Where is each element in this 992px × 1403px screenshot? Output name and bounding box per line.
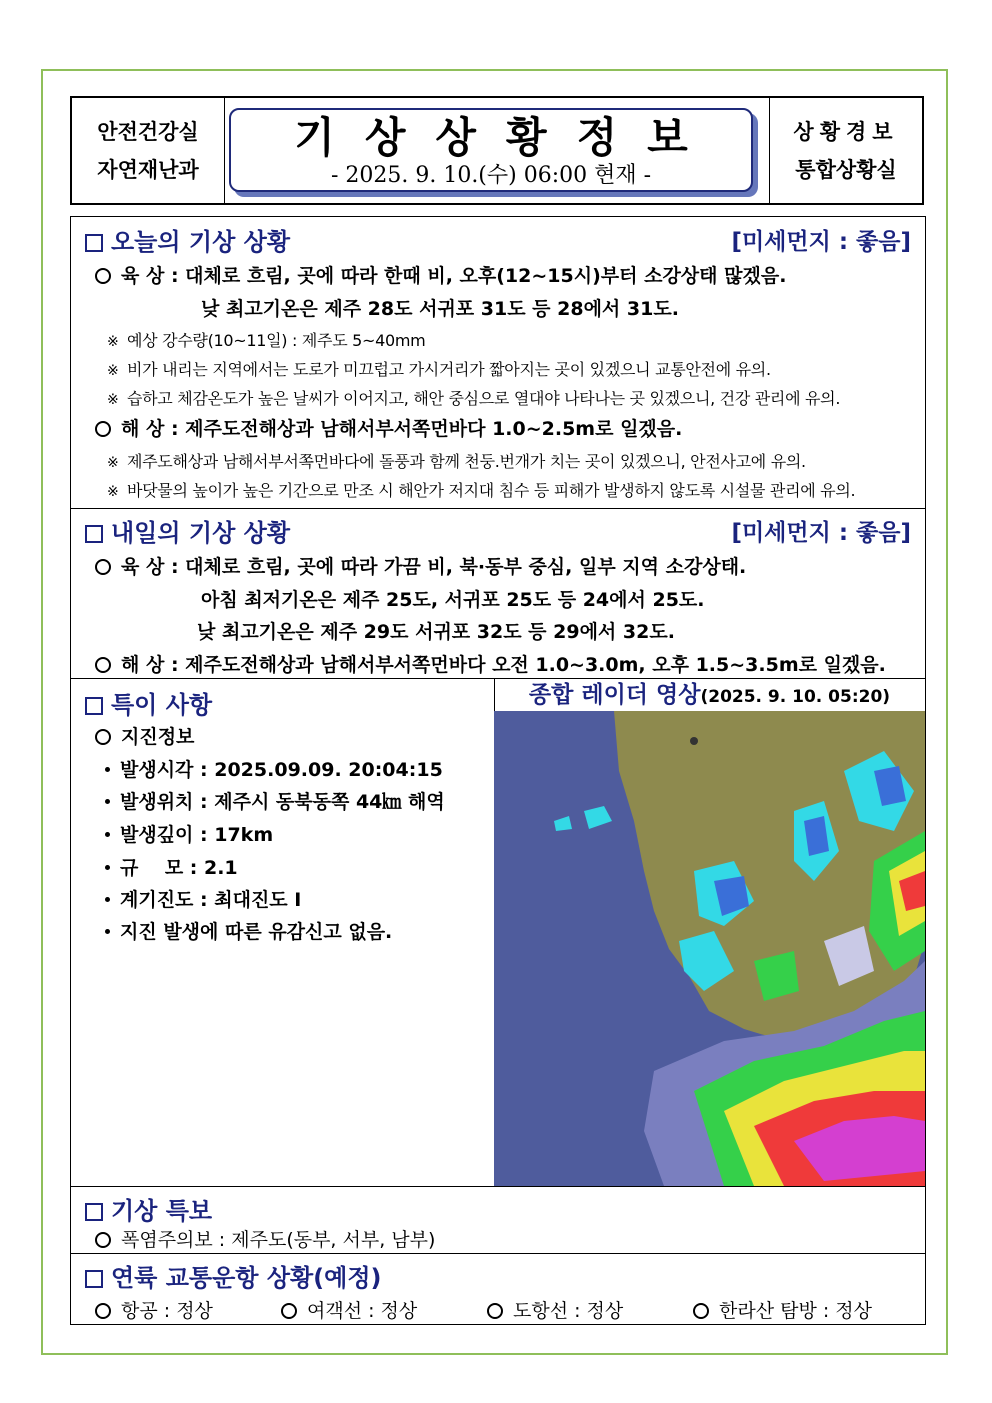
circle-bullet-icon xyxy=(693,1303,709,1319)
traffic-heading: 연륙 교통운항 상황(예정) xyxy=(85,1258,382,1293)
circle-bullet-icon xyxy=(95,559,111,575)
today-sea: 해 상 : 제주도전해상과 남해서부서쪽먼바다 1.0~2.5m로 일겠음. xyxy=(95,414,682,441)
note-mark-icon: ※ xyxy=(107,392,119,408)
today-dust-status: [미세먼지 : 좋음] xyxy=(731,229,911,255)
checkbox-icon xyxy=(85,525,103,543)
office-line2: 통합상황실 xyxy=(795,157,897,182)
tomorrow-min-temp: 아침 최저기온은 제주 25도, 서귀포 25도 등 24에서 25도. xyxy=(201,589,705,611)
traffic-air: 항공 : 정상 xyxy=(95,1296,213,1323)
circle-bullet-icon xyxy=(95,1303,111,1319)
warning-heading: 기상 특보 xyxy=(85,1191,212,1226)
note-mark-icon: ※ xyxy=(107,484,119,500)
today-land-temp: 낮 최고기온은 제주 28도 서귀포 31도 등 28에서 31도. xyxy=(201,298,679,320)
office-line1: 상황경보 xyxy=(793,119,899,144)
circle-bullet-icon xyxy=(95,268,111,284)
special-heading: 특이 사항 xyxy=(85,685,212,720)
dot-bullet-icon xyxy=(105,865,110,870)
quake-magnitude: 규 모 : 2.1 xyxy=(101,853,238,880)
circle-bullet-icon xyxy=(487,1303,503,1319)
special-section xyxy=(70,678,495,1187)
today-land: 육 상 : 대체로 흐림, 곳에 따라 한때 비, 오후(12~15시)부터 소강상태 많겠음. xyxy=(95,261,786,288)
traffic-hallasan: 한라산 탐방 : 정상 xyxy=(693,1296,872,1323)
today-section xyxy=(70,216,926,509)
tomorrow-section xyxy=(70,508,926,679)
dot-bullet-icon xyxy=(105,767,110,772)
department-line2: 자연재난과 xyxy=(97,157,199,182)
tomorrow-max-temp: 낮 최고기온은 제주 29도 서귀포 32도 등 29에서 32도. xyxy=(197,621,675,643)
today-note-health: ※ 습하고 체감온도가 높은 날씨가 이어지고, 해안 중심으로 열대야 나타나는 곳 있겠으니, 건강 관리에 유의. xyxy=(107,389,841,408)
department-block xyxy=(72,98,225,203)
tomorrow-dust-status: [미세먼지 : 좋음] xyxy=(731,520,911,546)
traffic-island-ferry: 도항선 : 정상 xyxy=(487,1296,623,1323)
title-box xyxy=(229,108,753,192)
checkbox-icon xyxy=(85,1203,103,1221)
tomorrow-land: 육 상 : 대체로 흐림, 곳에 따라 가끔 비, 북·동부 중심, 일부 지역 소강상태. xyxy=(95,552,746,579)
note-mark-icon: ※ xyxy=(107,334,119,350)
today-note-traffic: ※ 비가 내리는 지역에서는 도로가 미끄럽고 가시거리가 짧아지는 곳이 있겠으니 교통안전에 유의. xyxy=(107,360,771,379)
tomorrow-sea: 해 상 : 제주도전해상과 남해서부서쪽먼바다 오전 1.0~3.0m, 오후 1.5~3.5m로 일겠음. xyxy=(95,650,886,677)
warning-text: 폭염주의보 : 제주도(동부, 서부, 남부) xyxy=(95,1225,435,1252)
traffic-ferry: 여객선 : 정상 xyxy=(281,1296,417,1323)
page-title: 기상상황정보 xyxy=(294,113,718,162)
circle-bullet-icon xyxy=(95,1232,111,1248)
circle-bullet-icon xyxy=(281,1303,297,1319)
tomorrow-heading: 내일의 기상 상황 xyxy=(85,513,290,548)
checkbox-icon xyxy=(85,1270,103,1288)
radar-image xyxy=(494,711,925,1186)
radar-map-svg xyxy=(494,711,925,1186)
radar-title: 종합 레이더 영상(2025. 9. 10. 05:20) xyxy=(528,682,891,708)
quake-title: 지진정보 xyxy=(95,722,194,749)
dot-bullet-icon xyxy=(105,799,110,804)
circle-bullet-icon xyxy=(95,421,111,437)
quake-time: 발생시각 : 2025.09.09. 20:04:15 xyxy=(101,755,443,782)
checkbox-icon xyxy=(85,234,103,252)
report-header xyxy=(70,96,924,205)
circle-bullet-icon xyxy=(95,657,111,673)
dot-bullet-icon xyxy=(105,832,110,837)
today-note-tide: ※ 바닷물의 높이가 높은 기간으로 만조 시 해안가 저지대 침수 등 피해가 발생하지 않도록 시설물 관리에 유의. xyxy=(107,481,856,500)
dot-bullet-icon xyxy=(105,897,110,902)
report-date: - 2025. 9. 10.(수) 06:00 현재 - xyxy=(330,163,652,188)
dot-bullet-icon xyxy=(105,929,110,934)
office-block xyxy=(769,98,922,203)
today-note-lightning: ※ 제주도해상과 남해서부서쪽먼바다에 돌풍과 함께 천둥.번개가 치는 곳이 있겠으니, 안전사고에 유의. xyxy=(107,452,806,471)
quake-depth: 발생깊이 : 17km xyxy=(101,820,273,847)
note-mark-icon: ※ xyxy=(107,455,119,471)
radar-time: (2025. 9. 10. 05:20) xyxy=(700,687,891,707)
quake-reports: 지진 발생에 따른 유감신고 없음. xyxy=(101,917,392,944)
today-note-rainfall: ※ 예상 강수량(10~11일) : 제주도 5~40mm xyxy=(107,331,426,350)
quake-intensity: 계기진도 : 최대진도 Ⅰ xyxy=(101,885,301,912)
checkbox-icon xyxy=(85,697,103,715)
traffic-section xyxy=(70,1253,926,1325)
department-line1: 안전건강실 xyxy=(97,119,199,144)
warning-section xyxy=(70,1186,926,1254)
quake-location: 발생위치 : 제주시 동북동쪽 44㎞ 해역 xyxy=(101,787,445,814)
note-mark-icon: ※ xyxy=(107,363,119,379)
today-heading: 오늘의 기상 상황 xyxy=(85,222,290,257)
circle-bullet-icon xyxy=(95,729,111,745)
